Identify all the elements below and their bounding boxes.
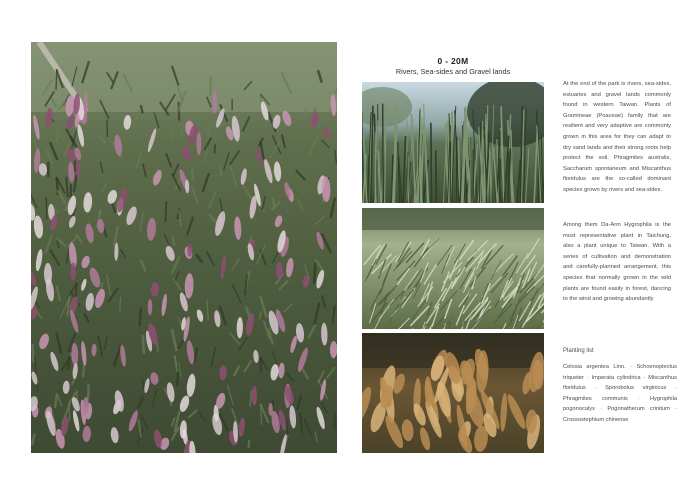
- sea-side-grass-photo: [362, 208, 544, 329]
- species-item: Hygrophila pogonocalyx: [563, 395, 678, 413]
- planting-list: Celosia argentea Linn. · Schoenoplectus triqueter · Imperata cylindrica · Miscanthus floridulus · Sporobolus virginicus · Phragmites communis · Hygrophila pogonocalyx · Pogonatherum crinitum · Crossostephium chinense: [563, 364, 678, 423]
- species-item: Pogonatherum crinitum: [607, 406, 670, 413]
- species-item: Crossostephium chinense: [563, 416, 629, 423]
- planting-list-label: Planting list: [563, 348, 594, 354]
- reeds-image: [362, 82, 544, 203]
- species-item: Imperata cylindrica: [591, 374, 641, 381]
- zone-subtitle: Rivers, Sea-sides and Gravel lands: [395, 67, 511, 76]
- gravel-land-pampas-photo: [362, 333, 544, 453]
- celosia-flower-field-photo: [31, 42, 337, 453]
- pampas-image: [362, 333, 544, 453]
- species-item: Celosia argentea Linn.: [563, 364, 626, 370]
- riverside-reeds-photo: [362, 82, 544, 203]
- species-item: Schoenoplectus triqueter: [563, 364, 677, 381]
- hygrophila-paragraph: Among them Da-Ann Hygrophila is the most representative plant in Taichung, also a plant unique to Taiwan. With a series of cultivation and demonstration and carefully-planned arrangement, this species that normally grown in the wild plants are found easily in forest, dancing to the wind and growing abundantly: [563, 222, 671, 303]
- grass-image: [362, 208, 544, 329]
- species-item: Miscanthus floridulus: [563, 374, 677, 392]
- zone-title: 0 - 20M: [437, 56, 469, 66]
- intro-paragraph: At the end of the park is rivers, sea-sides, estuaries and gravel lands commonly found in western Taiwan. Plants of Gramineae (Poaceae) family that are resilient and very adaptive are commonly grown in this area for they can adapt to dry sand lands and their strong roots help protect the soil. Phragmites australis, Saccharum spontaneum and Miscanthus floridulus are the so-called dominant species grown by rivers and sea-sides.: [563, 81, 671, 193]
- species-item: Phragmites communis: [563, 395, 628, 402]
- celosia-field-image: [31, 42, 337, 453]
- species-item: Sporobolus virginicus: [605, 385, 667, 392]
